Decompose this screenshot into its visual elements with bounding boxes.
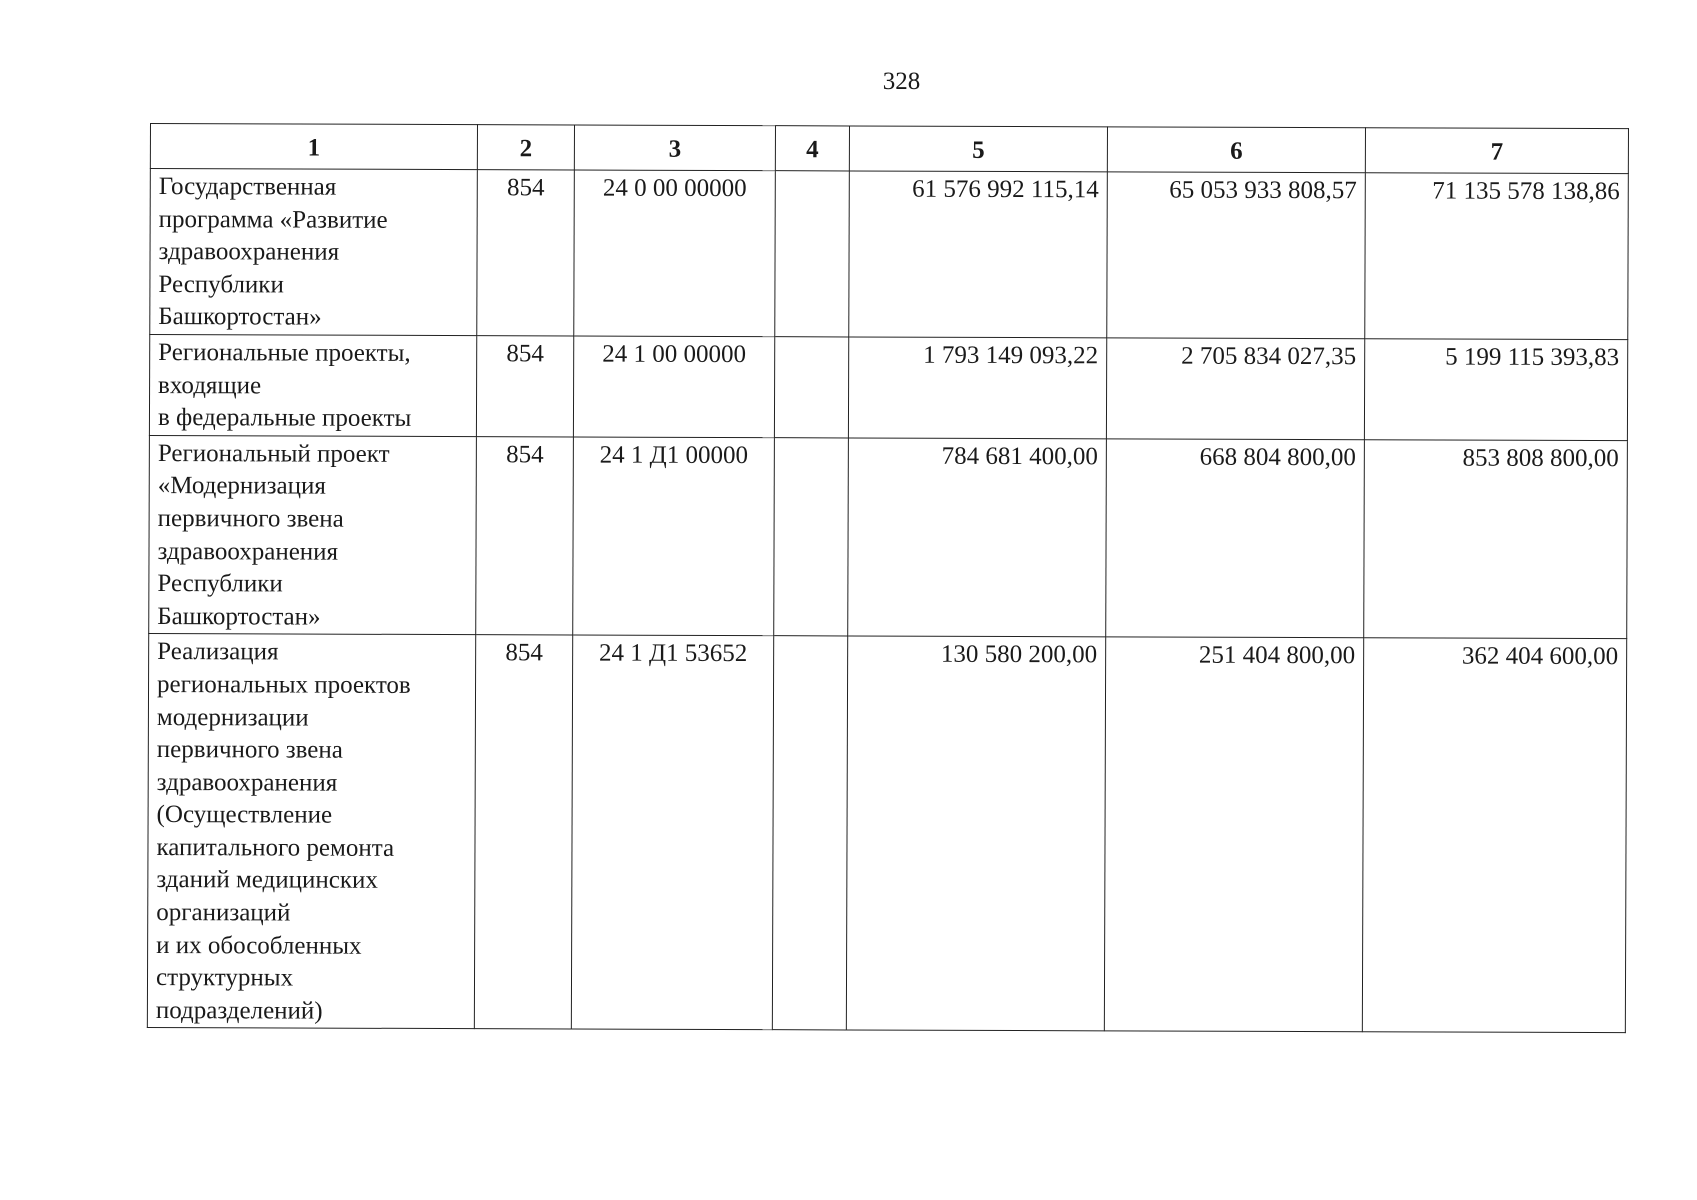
budget-table (147, 123, 1629, 1034)
amount-col7-cell: 853 808 800,00 (1364, 439, 1628, 638)
admin-code-cell: 854 (476, 436, 574, 635)
item-name-cell (147, 634, 475, 1029)
item-name-line: зданий медицинских (156, 866, 378, 895)
header-cell-1: 1 (150, 124, 477, 170)
header-row (150, 124, 1628, 174)
item-name-line: Башкортостан» (158, 303, 322, 331)
item-name-line: программа «Развитие (158, 205, 388, 234)
item-name-line: входящие (158, 371, 262, 399)
item-name-line: здравоохранения (156, 768, 338, 797)
item-name-line: Государственная (158, 173, 337, 201)
table-row (147, 634, 1626, 1033)
amount-col5-cell: 130 580 200,00 (846, 636, 1105, 1031)
item-name-line: в федеральные проекты (157, 404, 412, 433)
header-cell-6: 6 (1107, 127, 1365, 173)
expense-kind-cell (774, 337, 848, 438)
admin-code-cell: 854 (476, 336, 573, 437)
amount-col7-cell: 362 404 600,00 (1362, 638, 1626, 1033)
item-name-line: первичного звена (156, 736, 343, 764)
item-name-line: подразделений) (155, 996, 323, 1025)
item-name-line: первичного звена (157, 504, 344, 533)
item-name-cell (150, 169, 478, 336)
page-number: 328 (882, 68, 921, 95)
item-name-line: Республики (157, 570, 283, 598)
item-name-line: и их обособленных (156, 931, 362, 960)
amount-col7-cell: 71 135 578 138,86 (1365, 173, 1629, 340)
amount-col5-cell: 1 793 149 093,22 (848, 337, 1106, 439)
table-row (149, 435, 1628, 639)
amount-col6-cell: 65 053 933 808,57 (1107, 172, 1366, 339)
header-cell-5: 5 (849, 126, 1107, 172)
item-name-line: Региональный проект (157, 439, 390, 468)
item-name-line: Реализация (157, 638, 279, 666)
item-name-line: здравоохранения (158, 238, 340, 266)
header-cell-4: 4 (775, 126, 849, 171)
item-name-line: Республики (158, 270, 284, 299)
item-name-line: капитального ремонта (156, 833, 395, 862)
header-cell-2: 2 (477, 125, 574, 170)
expense-kind-cell (775, 171, 850, 337)
expense-kind-cell (774, 437, 849, 636)
item-name-line: структурных (155, 964, 294, 992)
item-name-line: региональных проектов (156, 670, 411, 699)
amount-col6-cell: 251 404 800,00 (1104, 637, 1363, 1032)
admin-code-cell: 854 (474, 635, 572, 1029)
header-cell-3: 3 (574, 125, 775, 171)
amount-col5-cell: 61 576 992 115,14 (849, 171, 1108, 338)
target-code-cell: 24 1 00 00000 (573, 336, 774, 437)
item-name-line: «Модернизация (157, 472, 326, 500)
item-name-line: Региональные проекты, (158, 338, 411, 367)
amount-col7-cell: 5 199 115 393,83 (1364, 339, 1627, 441)
item-name-line: (Осуществление (156, 801, 333, 829)
header-cell-7: 7 (1365, 128, 1628, 174)
item-name-line: модернизации (156, 703, 309, 732)
item-name-line: организаций (156, 899, 291, 927)
item-name-line: здравоохранения (157, 537, 339, 566)
target-code-cell: 24 0 00 00000 (574, 170, 776, 337)
table-row (150, 169, 1629, 340)
item-name-cell (149, 334, 476, 436)
target-code-cell: 24 1 Д1 53652 (571, 635, 773, 1030)
target-code-cell: 24 1 Д1 00000 (573, 437, 775, 636)
amount-col6-cell: 2 705 834 027,35 (1106, 338, 1364, 440)
amount-col5-cell: 784 681 400,00 (848, 438, 1107, 637)
item-name-line: Башкортостан» (157, 602, 321, 631)
admin-code-cell: 854 (477, 170, 575, 336)
table-row (149, 334, 1627, 440)
expense-kind-cell (772, 636, 847, 1030)
amount-col6-cell: 668 804 800,00 (1106, 439, 1365, 638)
item-name-cell (149, 435, 477, 635)
